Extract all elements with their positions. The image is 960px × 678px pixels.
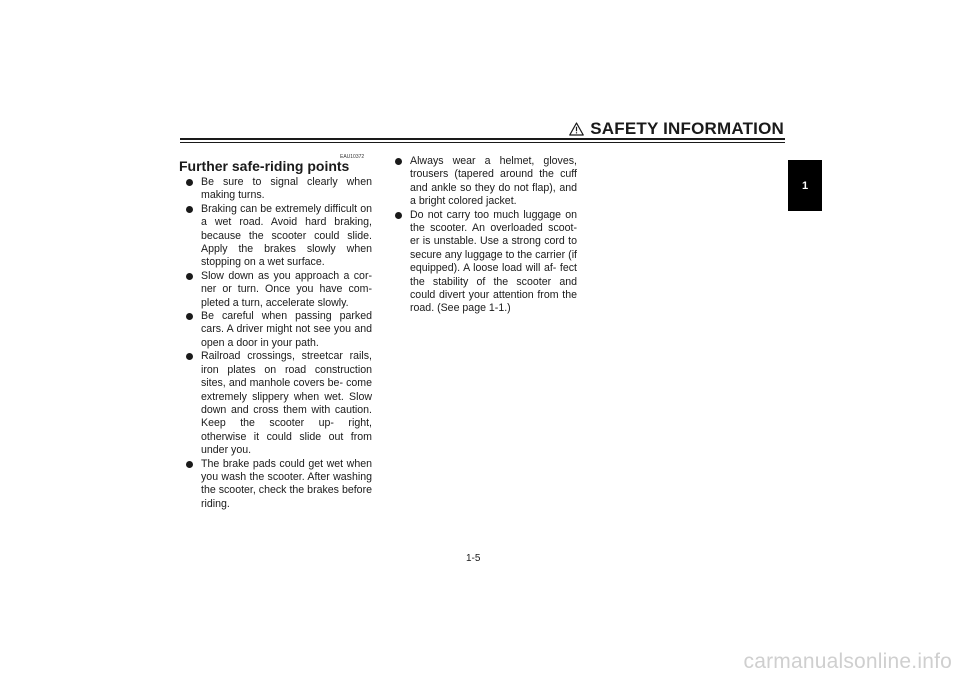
bullet-icon	[186, 353, 193, 360]
list-item	[186, 270, 372, 310]
list-item-text: Railroad crossings, streetcar rails, iron plates on road construction sites, and manhole covers be- come extremely slippery when wet. Slow down and cross them with caution. Keep the scooter up- right, otherwise it could slide out from under you.	[201, 350, 372, 457]
right-column	[395, 155, 577, 316]
document-code: EAU10372	[340, 154, 365, 160]
list-item-text: Be sure to signal clearly when making turns.	[201, 176, 372, 202]
bullet-icon	[186, 461, 193, 468]
bullet-icon	[186, 179, 193, 186]
bullet-icon	[186, 273, 193, 280]
watermark-link[interactable]: carmanualsonline.info	[743, 650, 952, 673]
list-item	[186, 458, 372, 512]
list-item	[186, 203, 372, 270]
bullet-icon	[186, 206, 193, 213]
list-item	[395, 155, 577, 209]
list-item-text: Do not carry too much luggage on the scooter. An overloaded scoot- er is unstable. Use a strong cord to secure any luggage to the carrier (if equipped). A loose load will af- fect the stability of the scooter and could divert your attention from the road. (See page 1-1.)	[410, 208, 577, 315]
header-rule-thick	[180, 138, 785, 140]
list-item-text: The brake pads could get wet when you wash the scooter. After washing the scooter, check the brakes before riding.	[201, 457, 372, 510]
list-item	[186, 350, 372, 457]
list-item	[186, 176, 372, 203]
page-title	[569, 119, 784, 139]
warning-triangle-icon	[569, 122, 584, 136]
list-item-text: Be careful when passing parked cars. A driver might not see you and open a door in your path.	[201, 310, 372, 349]
page-number: 1-5	[466, 553, 481, 564]
bullet-icon	[395, 212, 402, 219]
bullet-icon	[186, 313, 193, 320]
left-column	[186, 176, 372, 511]
bullet-icon	[395, 158, 402, 165]
chapter-tab[interactable]	[788, 160, 822, 211]
header-rule-thin	[180, 142, 785, 143]
list-item-text: Slow down as you approach a cor- ner or turn. Once you have com- pleted a turn, accelerate slowly.	[201, 269, 372, 309]
section-heading: Further safe-riding points	[179, 158, 350, 174]
chapter-tab-label: 1	[801, 179, 809, 192]
list-item	[395, 209, 577, 316]
list-item-text: Braking can be extremely difficult on a wet road. Avoid hard braking, because the scooter could slide. Apply the brakes slowly when stopping on a wet surface.	[201, 202, 372, 269]
header-title-text: SAFETY INFORMATION	[590, 119, 784, 138]
list-item	[186, 310, 372, 350]
list-item-text: Always wear a helmet, gloves, trousers (tapered around the cuff and ankle so they do not flap), and a bright colored jacket.	[410, 155, 577, 208]
